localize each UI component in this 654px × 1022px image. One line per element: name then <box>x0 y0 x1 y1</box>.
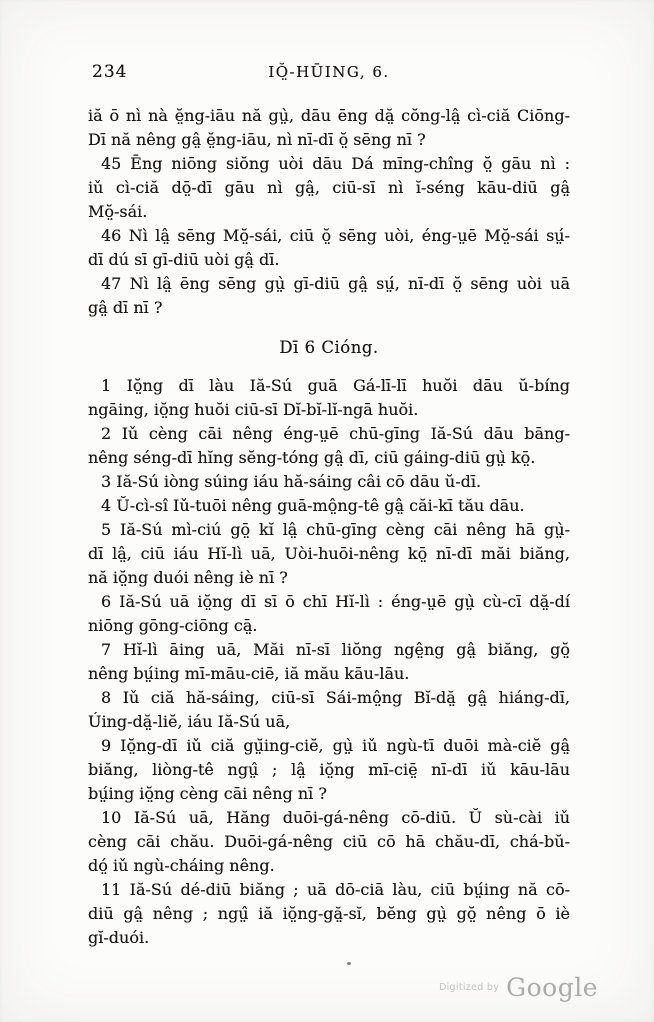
text-line: dī lâ̤, ciū iáu Hĭ-lì uā, Uòi-huōi-nêng kō̤ nī-dī măi biăng, <box>88 544 570 563</box>
text-line: biăng, liòng-tê ngṳ̂ ; lâ̤ iŏ̤ng mī-ciē̤ nī-dī iǔ kāu-lāu <box>88 760 570 779</box>
text-line: iǔ cì-ciă dō̤-dī gāu nì gâ̤, ciū-sī nì ĭ-séng kāu-diū gâ̤ <box>88 178 570 197</box>
text-line: iă ō nì nà ĕ̤ng-iāu nă gṳ̀, dāu ēng dă̤ cŏng-lâ̤ cì-ciă Ciōng- <box>88 106 570 125</box>
text-line: dó̤ iǔ ngù-cháing nêng. <box>88 856 275 875</box>
text-line: 2 Iǔ cèng cāi nêng éng-ṳē chū-gīng Iă-Sú dāu bāng- <box>101 424 570 443</box>
text-line: 1 Iŏ̤ng dī làu Iă-Sú guā Gá-lī-lī huŏi dāu ŭ-bíng <box>101 376 570 395</box>
text-line: 10 Iă-Sú uā, Hăng duōi-gá-nêng cō-diū. Ŭ sù-cài iǔ <box>101 808 570 827</box>
text-line: bṳ́ing iŏ̤ng cèng cāi nêng nī ? <box>88 784 327 803</box>
text-line: 7 Hĭ-lì āing uā, Măi nī-sī liŏng ngê̤ng gâ̤ biăng, gŏ̤ <box>101 640 570 659</box>
text-line: 8 Iǔ ciă hă-sáing, ciū-sī Sái-mô̤ng Bĭ-dă̤ gâ̤ hiáng-dī, <box>101 688 570 707</box>
verse-46 <box>88 224 570 272</box>
verse-5 <box>88 518 570 590</box>
text-body <box>88 104 570 950</box>
verse-4 <box>88 494 570 518</box>
page-number: 234 <box>92 62 128 82</box>
text-line: Úing-dă̤-liĕ, iáu Iă-Sú uā, <box>88 712 291 731</box>
text-line: 9 Iŏ̤ng-dī iǔ ciă gṳ̆ing-ciĕ, gṳ̀ iǔ ngù-tī duōi mà-ciĕ gâ̤ <box>101 736 570 755</box>
verse-7 <box>88 638 570 686</box>
text-line: 11 Iă-Sú dé-diū biăng ; uā dō-ciā làu, ciū bṳ́ing nă cō- <box>101 880 570 899</box>
verse-3 <box>88 470 570 494</box>
verse-10 <box>88 806 570 878</box>
verse-6 <box>88 590 570 638</box>
text-line: 47 Nì lâ̤ ēng sēng gṳ̀ gī-diū gâ̤ sṳ́, nī-dī ŏ̤ sēng uòi uā <box>101 274 570 293</box>
text-line: 4 Ŭ-cì-sî Iǔ-tuōi nêng guā-mô̤ng-tê gâ̤ căi-kī tău dāu. <box>101 496 525 515</box>
text-line: cèng cāi chău. Duōi-gá-nêng ciū cō hā chău-dī, chá-bŭ- <box>88 832 570 851</box>
running-title: IŎ̤-HŪING, 6. <box>268 63 390 81</box>
text-line: nă iŏ̤ng duói nêng iè nī ? <box>88 568 288 587</box>
text-line: gĭ-duói. <box>88 928 150 947</box>
text-line: gâ̤ dī nī ? <box>88 298 163 317</box>
text-line: dī dú sī gī-diū uòi gâ̤ dī. <box>88 250 280 269</box>
text-line: ngāing, iŏ̤ng huŏi ciū-sī Dĭ-bĭ-lĭ-ngā huŏi. <box>88 400 419 419</box>
verse-1 <box>88 374 570 422</box>
text-line: 46 Nì lâ̤ sēng Mŏ̤-sái, ciū ŏ̤ sēng uòi, éng-ṳē Mŏ̤-sái sṳ́- <box>101 226 570 245</box>
text-line: 6 Iă-Sú uā iŏ̤ng dī sī ō chī Hĭ-lì : éng-ṳē gṳ̀ cù-cī dă̤-dí <box>101 592 570 611</box>
text-line: nêng séng-dī hĭng sĕng-tóng gâ̤ dī, ciū gáing-diū gṳ̀ kō̤. <box>88 448 536 467</box>
text-line: niōng gōng-ciōng cā̤. <box>88 616 258 635</box>
verse-8 <box>88 686 570 734</box>
ink-speck <box>347 962 351 965</box>
text-line: Mŏ̤-sái. <box>88 202 148 221</box>
running-head <box>88 60 570 86</box>
verse-9 <box>88 734 570 806</box>
text-line: Dī nă nêng gâ̤ ĕ̤ng-iāu, nì nī-dī ŏ̤ sēng nī ? <box>88 130 426 149</box>
verse-44-continuation <box>88 104 570 152</box>
verse-2 <box>88 422 570 470</box>
text-line: 3 Iă-Sú iòng súing iáu hă-sáing câi cō dāu ŭ-dī. <box>101 472 482 491</box>
verse-47 <box>88 272 570 320</box>
text-line: 5 Iă-Sú mì-ciú gō̤ kĭ lâ̤ chū-gīng cèng cāi nêng hā gṳ̀- <box>101 520 570 539</box>
text-line: diū gâ̤ nêng ; ngṳ̂ iă iŏ̤ng-gă̤-sĭ, bĕng gṳ̀ gŏ̤ nêng ō iè <box>88 904 570 923</box>
chapter-heading: Dī 6 Cióng. <box>279 338 379 357</box>
text-line: 45 Ēng niōng siŏng uòi dāu Dá mīng-chîng ŏ̤ gāu nì : <box>101 154 570 173</box>
google-watermark <box>439 975 598 1000</box>
verse-11 <box>88 878 570 950</box>
google-logo: Google <box>506 973 598 1002</box>
text-line: nêng bṳ́ing mī-māu-ciē, iă mău kāu-lāu. <box>88 664 410 683</box>
digitized-by-label: Digitized by <box>439 982 500 993</box>
verse-45 <box>88 152 570 224</box>
